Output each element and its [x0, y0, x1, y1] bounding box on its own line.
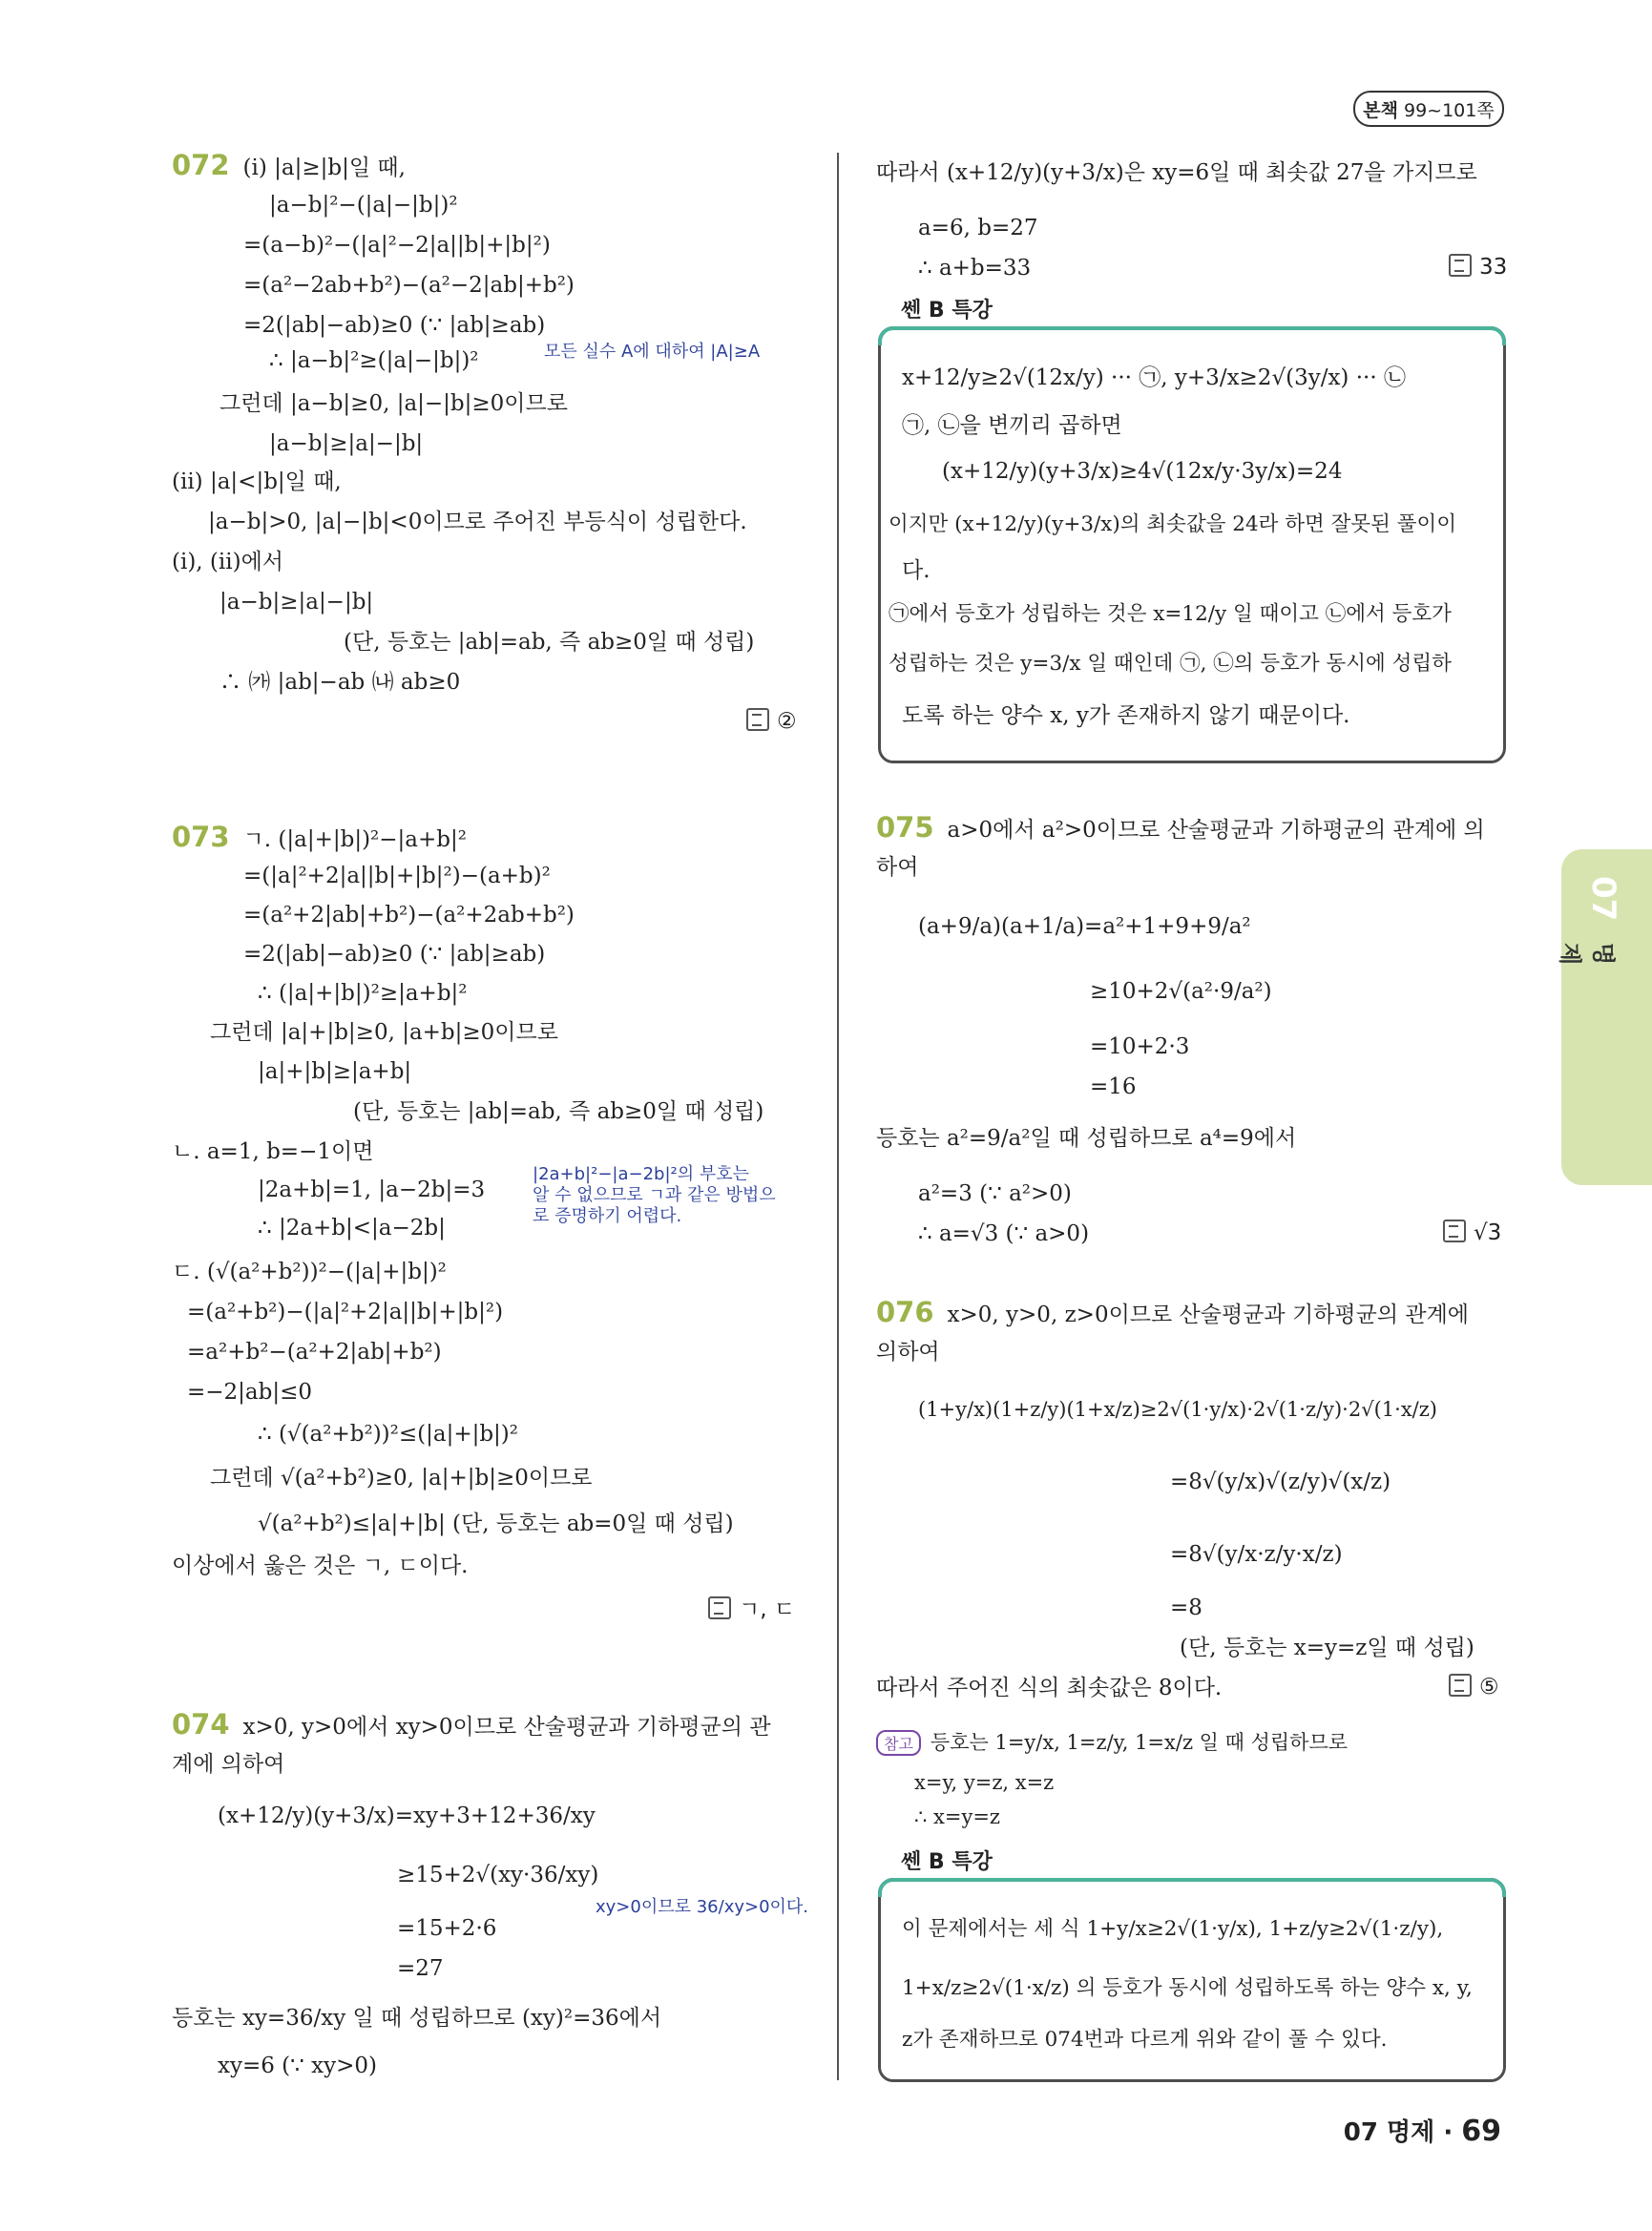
problem-076-answer: ⑤: [1449, 1674, 1499, 1699]
problem-072-line-8: (ii) |a|<|b|일 때,: [172, 469, 342, 494]
badge-range: 99~101쪽: [1404, 99, 1495, 121]
problem-074-line-6: 등호는 xy=36/xy 일 때 성립하므로 (xy)²=36에서: [172, 2006, 662, 2031]
problem-074-cont-0: 따라서 (x+12/y)(y+3/x)은 xy=6일 때 최솟값 27을 가지므로: [876, 160, 1477, 185]
problem-074-line-1: 계에 의하여: [172, 1752, 285, 1777]
problem-073-line-10: ∴ |2a+b|<|a−2b|: [258, 1216, 446, 1241]
card2-accent-line: [878, 1878, 1506, 1897]
problem-074-note: xy>0이므로 36/xy>0이다.: [596, 1897, 809, 1917]
card2-line-0: 이 문제에서는 세 식 1+y/x≥2√(1·y/x), 1+z/y≥2√(1·z/y),: [902, 1917, 1444, 1941]
chapter-title: 명제: [1557, 943, 1617, 966]
problem-072-line-6: 그런데 |a−b|≥0, |a|−|b|≥0이므로: [220, 391, 568, 416]
problem-073-line-14: =−2|ab|≤0: [187, 1380, 313, 1405]
problem-074-line-2: (x+12/y)(y+3/x)=xy+3+12+36/xy: [218, 1804, 596, 1828]
problem-076-line-5: =8: [1170, 1595, 1202, 1620]
problem-075-line-4: =10+2·3: [1090, 1034, 1190, 1059]
problem-073-line-9: |2a+b|=1, |a−2b|=3: [258, 1178, 486, 1202]
page-range-badge: [1353, 91, 1504, 127]
card1-line-3: 이지만 (x+12/y)(y+3/x)의 최솟값을 24라 하면 잘못된 풀이이: [889, 512, 1457, 536]
card1-accent-line: [878, 326, 1506, 345]
answer-icon: [746, 708, 769, 731]
card1-line-0: x+12/y≥2√(12x/y) ··· ㉠, y+3/x≥2√(3y/x) ··· ㉡: [902, 365, 1406, 390]
card1-line-2: (x+12/y)(y+3/x)≥4√(12x/y·3y/x)=24: [942, 459, 1343, 484]
problem-076-reference: 참고 등호는 1=y/x, 1=z/y, 1=x/z 일 때 성립하므로: [876, 1727, 1348, 1756]
problem-072-answer: ②: [746, 708, 797, 734]
problem-076-line-0: 076 x>0, y>0, z>0이므로 산술평균과 기하평균의 관계에: [876, 1296, 1470, 1328]
problem-075-answer: √3: [1443, 1220, 1501, 1245]
card1-line-4: 다.: [902, 558, 931, 583]
card1-special-lecture: [878, 326, 1506, 763]
problem-073-answer: ㄱ, ㄷ: [708, 1592, 795, 1623]
problem-076-reference-2: ∴ x=y=z: [914, 1805, 1000, 1828]
card1-heading: 쎈 B 특강: [901, 299, 993, 323]
problem-072-line-12: (단, 등호는 |ab|=ab, 즉 ab≥0일 때 성립): [344, 630, 755, 655]
problem-073-line-4: ∴ (|a|+|b|)²≥|a+b|²: [258, 981, 468, 1006]
problem-073-line-0: 073 ㄱ. (|a|+|b|)²−|a+b|²: [172, 821, 467, 853]
problem-073-line-1: =(|a|²+2|a||b|+|b|²)−(a+b)²: [243, 864, 551, 888]
card2-line-2: z가 존재하므로 074번과 다르게 위와 같이 풀 수 있다.: [902, 2028, 1388, 2052]
answer-icon: [1449, 254, 1472, 277]
problem-072-line-11: |a−b|≥|a|−|b|: [220, 590, 374, 615]
problem-075-line-7: a²=3 (∵ a²>0): [918, 1181, 1072, 1206]
problem-072-line-7: |a−b|≥|a|−|b|: [269, 431, 424, 456]
problem-072-note: 모든 실수 A에 대하여 |A|≥A: [544, 342, 761, 362]
problem-076-reference-1: x=y, y=z, x=z: [914, 1771, 1055, 1794]
problem-076-line-7: 따라서 주어진 식의 최솟값은 8이다.: [876, 1676, 1223, 1700]
badge-label: 본책: [1363, 99, 1398, 121]
problem-073-line-11: ㄷ. (√(a²+b²))²−(|a|+|b|)²: [172, 1260, 447, 1284]
answer-icon: [1443, 1220, 1466, 1242]
problem-074-line-4: =15+2·6: [397, 1916, 497, 1941]
problem-075-line-8: ∴ a=√3 (∵ a>0): [918, 1221, 1090, 1246]
problem-073-line-18: 이상에서 옳은 것은 ㄱ, ㄷ이다.: [172, 1553, 469, 1578]
problem-072-line-0: 072 (i) |a|≥|b|일 때,: [172, 149, 406, 181]
footer-chapter: 07 명제: [1343, 2118, 1435, 2147]
problem-075-line-1: 하여: [876, 855, 919, 880]
problem-073-line-12: =(a²+b²)−(|a|²+2|a||b|+|b|²): [187, 1300, 504, 1324]
problem-073-line-17: √(a²+b²)≤|a|+|b| (단, 등호는 ab=0일 때 성립): [258, 1512, 734, 1536]
page-number: 69: [1461, 2115, 1501, 2148]
card1-line-5: ㉠에서 등호가 성립하는 것은 x=12/y 일 때이고 ㉡에서 등호가: [889, 602, 1452, 626]
answer-icon: [1449, 1674, 1472, 1697]
card1-line-6: 성립하는 것은 y=3/x 일 때인데 ㉠, ㉡의 등호가 동시에 성립하: [889, 652, 1452, 676]
problem-074-line-7: xy=6 (∵ xy>0): [218, 2054, 377, 2078]
problem-072-line-13: ∴ ㈎ |ab|−ab ㈏ ab≥0: [220, 670, 461, 695]
problem-073-line-2: =(a²+2|ab|+b²)−(a²+2ab+b²): [243, 903, 575, 928]
problem-075-line-5: =16: [1090, 1074, 1137, 1099]
reference-label: 참고: [876, 1730, 921, 1756]
problem-075-line-6: 등호는 a²=9/a²일 때 성립하므로 a⁴=9에서: [876, 1126, 1297, 1151]
problem-073-line-6: |a|+|b|≥|a+b|: [258, 1059, 412, 1084]
problem-075-line-3: ≥10+2√(a²·9/a²): [1090, 979, 1272, 1004]
card2-special-lecture: [878, 1878, 1506, 2082]
problem-074-cont-2: ∴ a+b=33: [918, 256, 1032, 281]
card1-line-7: 도록 하는 양수 x, y가 존재하지 않기 때문이다.: [902, 703, 1350, 728]
problem-076-line-1: 의하여: [876, 1340, 940, 1365]
problem-072-line-1: |a−b|²−(|a|−|b|)²: [269, 193, 458, 218]
problem-073-note: |2a+b|²−|a−2b|²의 부호는 알 수 없으므로 ㄱ과 같은 방법으 로 증명하기 어렵다.: [533, 1164, 776, 1226]
answer-icon: [708, 1596, 731, 1619]
problem-076-line-4: =8√(y/x·z/y·x/z): [1170, 1542, 1343, 1567]
problem-074-cont-1: a=6, b=27: [918, 216, 1038, 240]
problem-072-line-2: =(a−b)²−(|a|²−2|a||b|+|b|²): [243, 233, 551, 258]
problem-073-line-16: 그런데 √(a²+b²)≥0, |a|+|b|≥0이므로: [210, 1466, 593, 1491]
problem-076-line-3: =8√(y/x)√(z/y)√(x/z): [1170, 1470, 1391, 1494]
problem-073-line-5: 그런데 |a|+|b|≥0, |a+b|≥0이므로: [210, 1020, 558, 1045]
problem-073-line-8: ㄴ. a=1, b=−1이면: [172, 1139, 374, 1164]
problem-number-073: 073: [172, 821, 230, 853]
problem-number-075: 075: [876, 811, 934, 844]
problem-072-line-9: |a−b|>0, |a|−|b|<0이므로 주어진 부등식이 성립한다.: [208, 510, 747, 534]
chapter-side-tab[interactable]: [1557, 849, 1652, 1185]
page-footer: 07 명제 · 69: [1343, 2115, 1501, 2148]
problem-number-072: 072: [172, 149, 230, 181]
problem-073-line-3: =2(|ab|−ab)≥0 (∵ |ab|≥ab): [243, 942, 546, 967]
problem-074-line-3: ≥15+2√(xy·36/xy): [397, 1863, 599, 1887]
problem-072-line-5: ∴ |a−b|²≥(|a|−|b|)²: [269, 348, 479, 373]
problem-072-line-4: =2(|ab|−ab)≥0 (∵ |ab|≥ab): [243, 313, 546, 338]
card1-line-1: ㉠, ㉡을 변끼리 곱하면: [902, 413, 1122, 438]
problem-076-line-2: (1+y/x)(1+z/y)(1+x/z)≥2√(1·y/x)·2√(1·z/y)·2√(1·x/z): [918, 1398, 1438, 1421]
problem-072-line-10: (i), (ii)에서: [172, 550, 284, 574]
problem-073-line-15: ∴ (√(a²+b²))²≤(|a|+|b|)²: [258, 1422, 519, 1447]
card2-heading: 쎈 B 특강: [901, 1850, 993, 1874]
problem-072-line-3: =(a²−2ab+b²)−(a²−2|ab|+b²): [243, 273, 575, 298]
problem-075-line-2: (a+9/a)(a+1/a)=a²+1+9+9/a²: [918, 914, 1251, 939]
problem-074-line-5: =27: [397, 1956, 444, 1981]
problem-number-074: 074: [172, 1708, 230, 1741]
chapter-number: 07: [1584, 876, 1622, 922]
column-divider: [837, 153, 839, 2080]
card2-line-1: 1+x/z≥2√(1·x/z) 의 등호가 동시에 성립하도록 하는 양수 x, y,: [902, 1976, 1473, 2000]
problem-number-076: 076: [876, 1296, 934, 1328]
problem-076-line-6: (단, 등호는 x=y=z일 때 성립): [1180, 1636, 1474, 1660]
problem-073-line-13: =a²+b²−(a²+2|ab|+b²): [187, 1340, 442, 1365]
problem-075-line-0: 075 a>0에서 a²>0이므로 산술평균과 기하평균의 관계에 의: [876, 811, 1485, 844]
problem-073-line-7: (단, 등호는 |ab|=ab, 즉 ab≥0일 때 성립): [353, 1099, 764, 1124]
problem-074-answer: 33: [1449, 254, 1507, 280]
problem-074-line-0: 074 x>0, y>0에서 xy>0이므로 산술평균과 기하평균의 관: [172, 1708, 771, 1741]
